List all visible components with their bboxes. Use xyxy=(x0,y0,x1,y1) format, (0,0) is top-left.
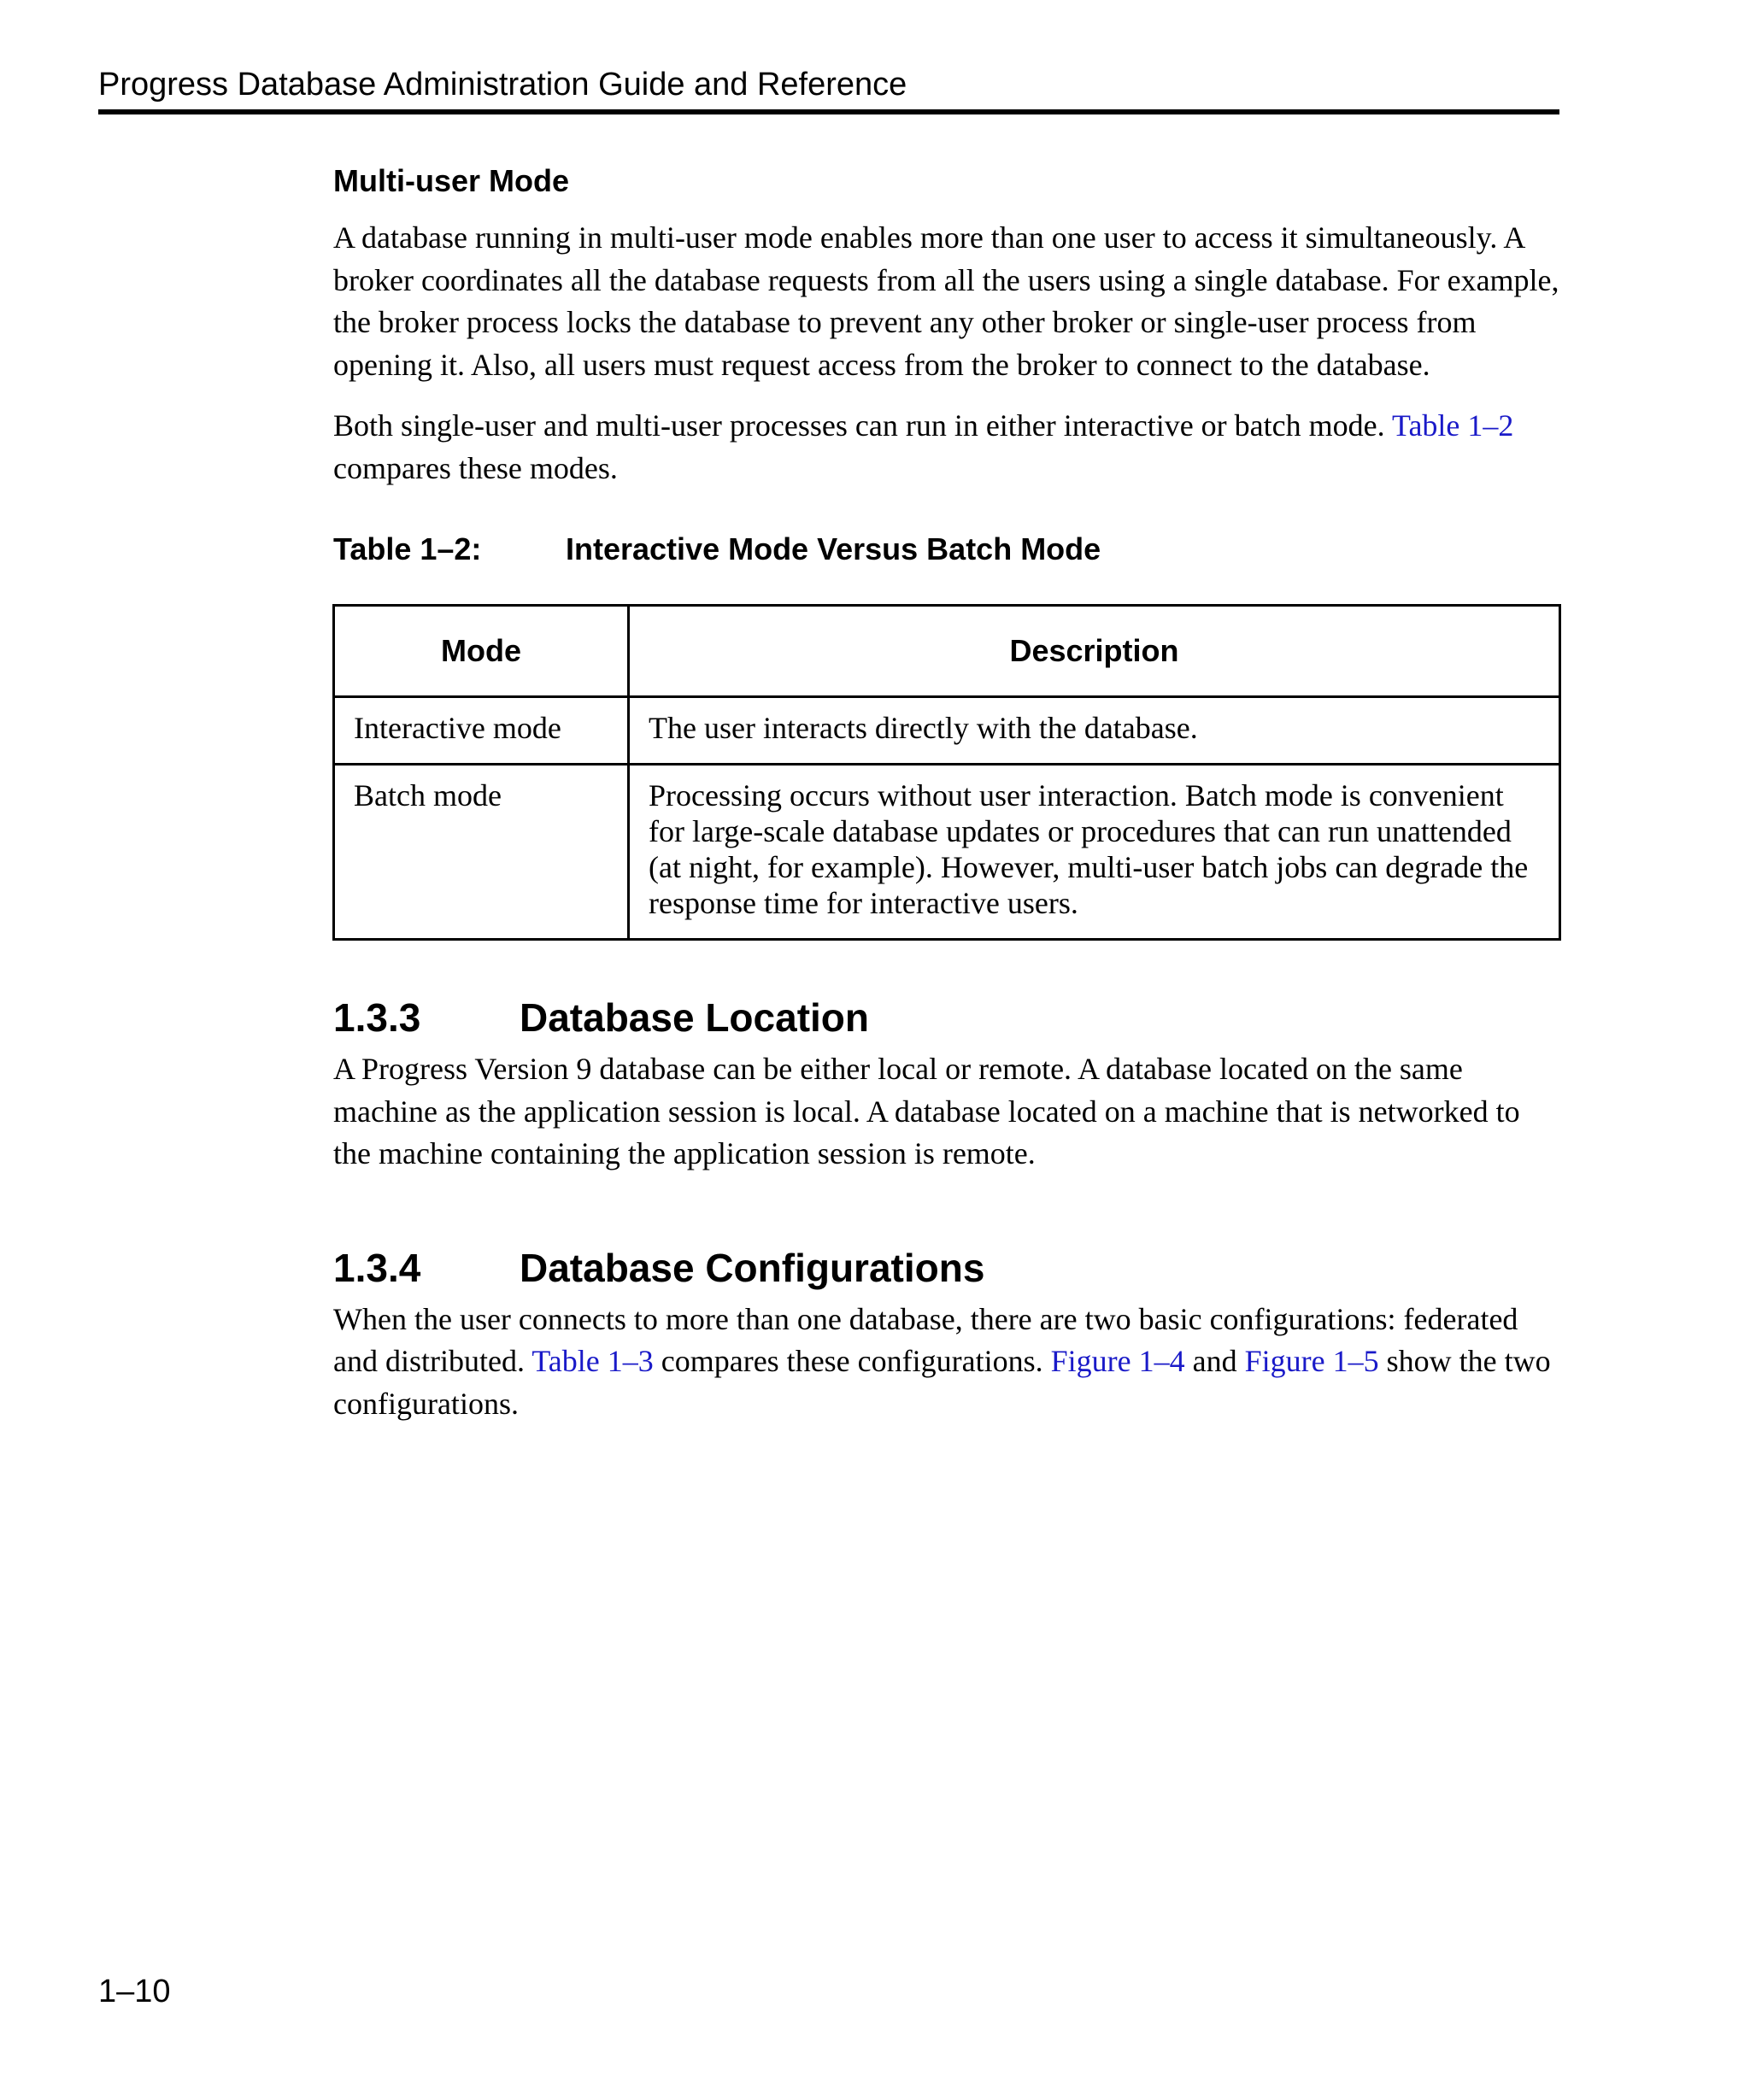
section-heading-database-configurations xyxy=(333,1242,1564,1293)
page-content xyxy=(333,159,1564,1425)
row-batch-mode: Batch mode xyxy=(334,765,629,940)
modes-table xyxy=(332,604,1561,941)
row-interactive-description: The user interacts directly with the database. xyxy=(629,697,1560,765)
header-description: Description xyxy=(629,606,1560,697)
table-caption-number: Table 1–2: xyxy=(333,531,482,566)
modes-text-before: Both single-user and multi-user processes can run in either interactive or batch mode. xyxy=(333,408,1392,443)
running-header: Progress Database Administration Guide and Reference xyxy=(98,67,907,103)
configurations-text-a: When the user connects to more than one database, there are two basic configurations: federated and distributed. xyxy=(333,1301,1518,1378)
configurations-text-c: and xyxy=(1184,1344,1245,1378)
section-number: 1.3.4 xyxy=(333,1245,421,1290)
figure-1-5-link[interactable]: Figure 1–5 xyxy=(1244,1344,1379,1378)
table-caption xyxy=(333,527,1564,572)
section-title: Database Configurations xyxy=(520,1245,985,1290)
row-interactive-mode: Interactive mode xyxy=(334,697,629,765)
row-batch-description: Processing occurs without user interaction. Batch mode is convenient for large-scale database updates or procedures that can run unattended (at night, for example). However, multi-user batch jobs can degrade the response time for interactive users. xyxy=(629,765,1560,940)
table-1-3-link[interactable]: Table 1–3 xyxy=(531,1344,654,1378)
header-rule xyxy=(98,109,1559,114)
table-row xyxy=(334,697,1560,765)
table-caption-title: Interactive Mode Versus Batch Mode xyxy=(566,531,1101,566)
section-number: 1.3.3 xyxy=(333,995,421,1040)
figure-1-4-link[interactable]: Figure 1–4 xyxy=(1050,1344,1185,1378)
configurations-text-b: compares these configurations. xyxy=(653,1344,1051,1378)
database-configurations-paragraph xyxy=(333,1299,1564,1426)
table-header-row xyxy=(334,606,1560,697)
multi-user-paragraph: A database running in multi-user mode enables more than one user to access it simultaneously. A broker coordinates all the database requests from all the users using a single database. For example, the broker process locks the database to prevent any other broker or single-user process from opening it. Also, all users must request access from the broker to connect to the database. xyxy=(333,220,1559,382)
modes-text-after: compares these modes. xyxy=(333,450,618,485)
page-number: 1–10 xyxy=(98,1974,171,2009)
modes-paragraph xyxy=(333,405,1564,490)
header-mode: Mode xyxy=(334,606,629,697)
multi-user-heading: Multi-user Mode xyxy=(333,163,569,198)
table-1-2-link[interactable]: Table 1–2 xyxy=(1391,408,1514,443)
table-row xyxy=(334,765,1560,940)
section-heading-database-location xyxy=(333,992,1564,1043)
database-location-paragraph: A Progress Version 9 database can be either local or remote. A database located on the same machine as the application session is local. A database located on a machine that is networked to the machine containing the application session is remote. xyxy=(333,1052,1520,1170)
configurations-text-d: show the two configurations. xyxy=(333,1344,1551,1421)
section-title: Database Location xyxy=(520,995,869,1040)
